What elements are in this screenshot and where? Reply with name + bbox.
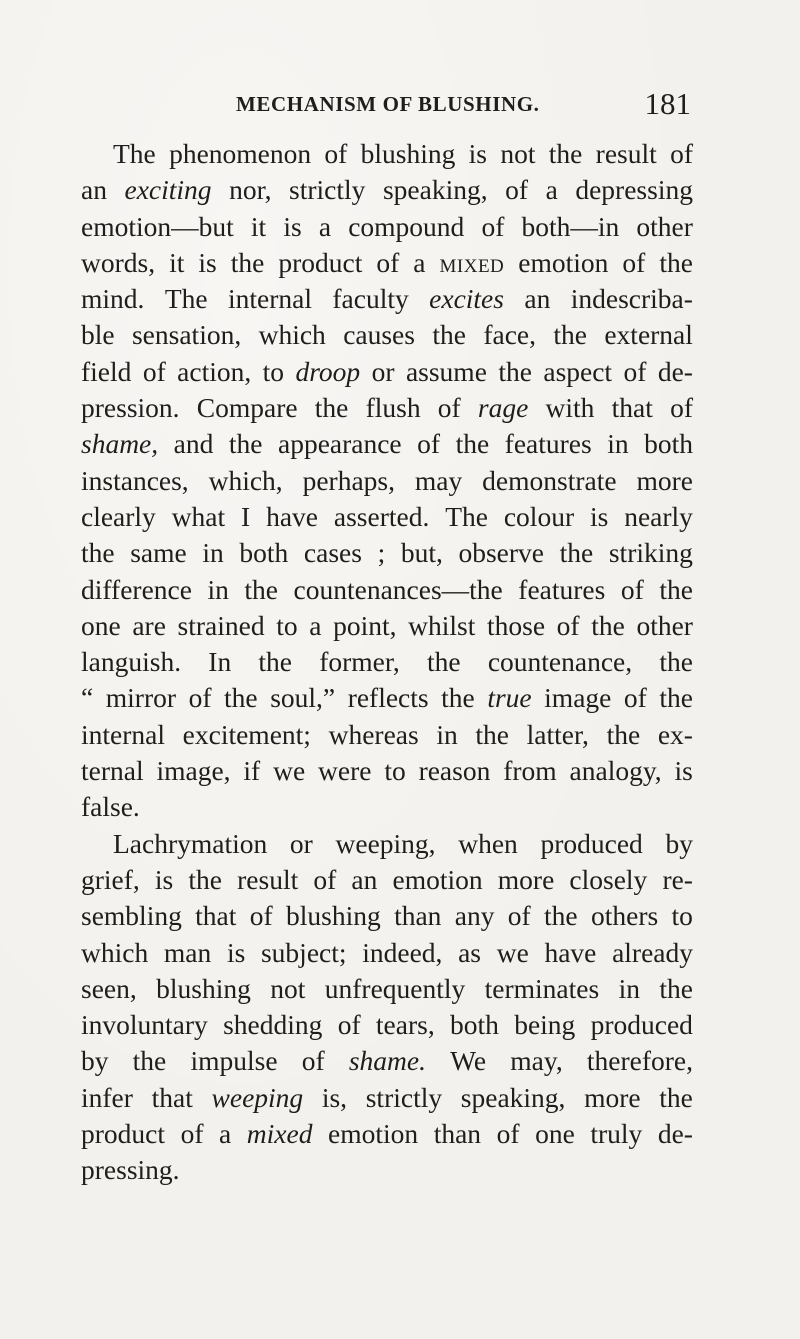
word: which <box>81 936 149 968</box>
word: by <box>81 1045 109 1077</box>
word: product <box>81 1118 166 1150</box>
word: image <box>544 682 612 714</box>
word: soul,” <box>270 682 336 714</box>
word: of <box>622 246 646 278</box>
word: but, <box>400 537 443 569</box>
word: of <box>249 900 273 932</box>
word: involuntary <box>81 1009 208 1041</box>
word: more <box>497 863 555 895</box>
word: and <box>173 428 214 460</box>
text-line <box>81 390 693 426</box>
word: to <box>671 900 693 932</box>
word: of <box>376 246 400 278</box>
word: of <box>670 138 693 169</box>
word: The <box>164 283 208 315</box>
word: being <box>514 1009 576 1041</box>
word: false. <box>81 791 140 823</box>
word: is <box>283 210 302 242</box>
word: point, <box>333 609 397 641</box>
word: mirror <box>105 682 177 714</box>
word: to <box>262 355 285 387</box>
text-line <box>81 209 693 245</box>
word: not <box>270 972 306 1004</box>
word: of <box>505 174 529 206</box>
word: the <box>228 428 263 460</box>
word: strained <box>177 609 265 641</box>
word: the <box>432 319 466 351</box>
word: the <box>230 246 265 278</box>
word: both <box>239 537 289 569</box>
word: of <box>623 682 647 714</box>
word: cases <box>303 537 362 569</box>
word: the <box>427 646 461 678</box>
text-line <box>81 172 693 208</box>
word: is, <box>321 1081 348 1113</box>
word: have <box>266 500 318 532</box>
word: exciting <box>124 174 212 206</box>
word: mixed <box>439 246 505 278</box>
word: other <box>636 609 693 641</box>
word: the <box>659 972 693 1004</box>
word: reflects <box>347 682 429 714</box>
word: a <box>318 210 332 242</box>
word: of <box>188 682 212 714</box>
word: de- <box>657 1118 693 1150</box>
word: of <box>337 1009 361 1041</box>
word: one <box>535 1118 575 1150</box>
word: of <box>417 428 441 460</box>
text-line <box>81 753 693 789</box>
word: of <box>670 392 693 424</box>
word: clearly <box>81 500 156 532</box>
word: the <box>455 428 490 460</box>
word: excites <box>429 283 504 315</box>
word: emotion <box>518 246 609 278</box>
text-line <box>81 499 693 535</box>
word: nor, <box>229 174 272 206</box>
word: de- <box>657 355 693 387</box>
word: produced <box>540 827 643 859</box>
word: of <box>142 355 166 387</box>
word: the <box>659 646 693 678</box>
word: strictly <box>365 1081 443 1113</box>
word: former, <box>319 646 400 678</box>
text-line <box>81 426 693 462</box>
word: ; <box>377 537 386 569</box>
word: more <box>636 464 693 496</box>
word: of <box>623 355 647 387</box>
word: droop <box>295 355 361 387</box>
word: of <box>313 863 337 895</box>
word: is <box>589 500 609 532</box>
word: shame. <box>348 1045 426 1077</box>
text-line <box>81 1080 693 1116</box>
word: “ <box>81 682 94 714</box>
word: the <box>224 682 258 714</box>
word: an <box>524 283 551 315</box>
word: truly <box>590 1118 643 1150</box>
word: to <box>276 609 298 641</box>
word: it <box>169 246 185 278</box>
word: a <box>413 246 426 278</box>
word: in <box>202 537 224 569</box>
text-line <box>81 1152 693 1188</box>
word: internal <box>227 283 312 315</box>
word: more <box>584 1081 641 1113</box>
word: have <box>544 936 597 968</box>
word: in <box>618 972 640 1004</box>
word: difference <box>81 573 192 605</box>
word: to <box>384 755 406 787</box>
word: analogy, <box>569 755 662 787</box>
word: the <box>659 1081 693 1113</box>
word: internal <box>81 718 165 750</box>
word: causes <box>343 319 415 351</box>
text-line <box>81 717 693 753</box>
word: rage <box>477 392 529 424</box>
word: is <box>226 936 246 968</box>
word: pressing. <box>81 1154 180 1186</box>
word: mixed <box>246 1118 313 1150</box>
word: that <box>611 392 653 424</box>
word: grief, <box>81 863 140 895</box>
word: blushing <box>360 138 456 169</box>
text-line <box>81 826 693 862</box>
text-line <box>81 136 693 172</box>
word: man <box>163 936 212 968</box>
text-line <box>81 1007 693 1043</box>
word: emotion <box>328 1118 419 1150</box>
word: action, <box>177 355 252 387</box>
word: the <box>659 682 693 714</box>
word: sensation, <box>131 319 242 351</box>
word: indeed, <box>362 936 443 968</box>
word: an <box>351 863 378 895</box>
word: phenomenon <box>169 138 312 169</box>
text-line <box>81 281 693 317</box>
word: shame, <box>81 428 159 460</box>
word: impulse <box>190 1045 278 1077</box>
word: re- <box>662 863 693 895</box>
word: therefore, <box>586 1045 693 1077</box>
word: We <box>450 1045 487 1077</box>
word: than <box>433 1118 482 1150</box>
word: of <box>496 1118 520 1150</box>
word: the <box>441 682 475 714</box>
word: assume <box>405 355 487 387</box>
word: aspect <box>543 355 613 387</box>
word: other <box>636 210 693 242</box>
word: from <box>503 755 557 787</box>
word: the <box>81 537 115 569</box>
word: asserted. <box>333 500 430 532</box>
word: the <box>559 537 594 569</box>
word: is <box>198 246 217 278</box>
word: pression. <box>81 392 180 424</box>
word: those <box>486 609 546 641</box>
word: of <box>507 900 531 932</box>
word: features <box>518 573 606 605</box>
word: as <box>458 936 482 968</box>
word: of <box>437 392 461 424</box>
word: the <box>659 246 693 278</box>
word: reason <box>418 755 491 787</box>
word: when <box>458 827 518 859</box>
word: of <box>324 138 348 169</box>
word: tears, <box>375 1009 435 1041</box>
text-line <box>81 354 693 390</box>
word: ternal <box>81 755 144 787</box>
word: is <box>154 863 174 895</box>
word: demonstrate <box>482 464 617 496</box>
word: the <box>244 573 279 605</box>
word: the <box>606 718 641 750</box>
word: is <box>674 755 693 787</box>
word: than <box>394 900 442 932</box>
word: with <box>545 392 595 424</box>
word: shedding <box>223 1009 323 1041</box>
word: are <box>132 609 166 641</box>
word: ble <box>81 319 115 351</box>
word: sembling <box>81 900 182 932</box>
word: result <box>595 138 657 169</box>
word: already <box>612 936 693 968</box>
word: the <box>659 573 693 605</box>
word: the <box>258 646 293 678</box>
word: languish. <box>81 646 182 678</box>
word: of <box>481 210 505 242</box>
word: excitement; <box>182 718 311 750</box>
word: In <box>208 646 232 678</box>
word: appearance <box>277 428 402 460</box>
word: were <box>318 755 372 787</box>
word: field <box>81 355 132 387</box>
word: blushing <box>286 900 381 932</box>
word: observe <box>458 537 544 569</box>
text-line <box>81 1043 693 1079</box>
word: by <box>665 827 693 859</box>
word: strictly <box>289 174 366 206</box>
word: terminates <box>484 972 600 1004</box>
word: of <box>620 573 644 605</box>
word: the <box>314 392 349 424</box>
word: seen, <box>81 972 137 1004</box>
word: colour <box>503 500 575 532</box>
word: produced <box>590 1009 693 1041</box>
word: of <box>556 609 580 641</box>
word: emotion <box>392 863 483 895</box>
word: infer <box>81 1081 133 1113</box>
text-line <box>81 608 693 644</box>
word: it <box>250 210 267 242</box>
text-line <box>81 898 693 934</box>
word: blushing <box>156 972 251 1004</box>
word: may, <box>510 1045 563 1077</box>
word: indescriba- <box>570 283 693 315</box>
word: perhaps, <box>302 464 395 496</box>
text-line <box>81 644 693 680</box>
word: depressing <box>575 174 693 206</box>
word: one <box>81 609 121 641</box>
word: weeping, <box>335 827 436 859</box>
word: same <box>130 537 187 569</box>
word: countenances—the <box>293 573 503 605</box>
word: subject; <box>260 936 347 968</box>
word: instances, <box>81 464 189 496</box>
word: which, <box>208 464 283 496</box>
word: true <box>487 682 532 714</box>
text-line <box>81 680 693 716</box>
word: we <box>273 755 306 787</box>
word: external <box>604 319 693 351</box>
word: face, <box>483 319 536 351</box>
word: the <box>498 355 532 387</box>
word: in <box>607 428 629 460</box>
word: of <box>180 1118 204 1150</box>
text-line <box>81 245 693 281</box>
text-line <box>81 789 693 825</box>
word: whilst <box>408 609 476 641</box>
paragraph <box>81 136 693 826</box>
word: I <box>241 500 251 532</box>
word: others <box>590 900 659 932</box>
word: in <box>207 573 229 605</box>
word: the <box>544 900 578 932</box>
word: latter, <box>526 718 589 750</box>
text-line <box>81 317 693 353</box>
text-line <box>81 935 693 971</box>
body-text <box>81 136 693 1189</box>
word: both <box>450 1009 499 1041</box>
word: The <box>445 500 488 532</box>
word: that <box>195 900 237 932</box>
word: faculty <box>332 283 409 315</box>
word: closely <box>569 863 648 895</box>
word: that <box>151 1081 193 1113</box>
word: words, <box>81 246 156 278</box>
word: Lachrymation <box>113 827 268 859</box>
word: striking <box>608 537 693 569</box>
running-head <box>236 86 691 121</box>
word: the <box>548 138 583 169</box>
word: any <box>454 900 495 932</box>
word: Compare <box>196 392 298 424</box>
word: flush <box>365 392 421 424</box>
text-line <box>81 572 693 608</box>
text-line <box>81 535 693 571</box>
word: weeping <box>211 1081 304 1113</box>
word: a <box>309 609 322 641</box>
word: unfrequently <box>324 972 466 1004</box>
word: an <box>81 174 107 206</box>
word: speaking, <box>382 174 488 206</box>
word: a <box>219 1118 232 1150</box>
word: result <box>237 863 299 895</box>
word: of <box>301 1045 325 1077</box>
word: features <box>504 428 592 460</box>
text-line <box>81 1116 693 1152</box>
word: which <box>258 319 326 351</box>
running-title: MECHANISM OF BLUSHING. <box>236 92 540 116</box>
text-line <box>81 862 693 898</box>
word: the <box>591 609 625 641</box>
word: The <box>113 138 156 169</box>
word: speaking, <box>460 1081 566 1113</box>
word: in <box>436 718 458 750</box>
paragraph <box>81 826 693 1189</box>
word: is <box>468 138 488 169</box>
word: may <box>414 464 463 496</box>
word: ex- <box>657 718 693 750</box>
word: not <box>500 138 536 169</box>
word: if <box>243 755 261 787</box>
word: the <box>475 718 509 750</box>
word: or <box>289 827 313 859</box>
word: the <box>188 863 222 895</box>
text-line <box>81 463 693 499</box>
word: both <box>644 428 693 460</box>
word: we <box>496 936 529 968</box>
word: emotion—but <box>81 210 234 242</box>
word: product <box>278 246 363 278</box>
page-number: 181 <box>644 86 691 121</box>
word: a <box>545 174 558 206</box>
word: compound <box>348 210 465 242</box>
word: the <box>553 319 587 351</box>
word: nearly <box>624 500 693 532</box>
word: both—in <box>521 210 620 242</box>
text-line <box>81 971 693 1007</box>
word: the <box>132 1045 167 1077</box>
word: image, <box>156 755 231 787</box>
word: what <box>171 500 226 532</box>
word: whereas <box>328 718 419 750</box>
word: countenance, <box>487 646 633 678</box>
word: mind. <box>81 283 145 315</box>
word: or <box>371 355 395 387</box>
